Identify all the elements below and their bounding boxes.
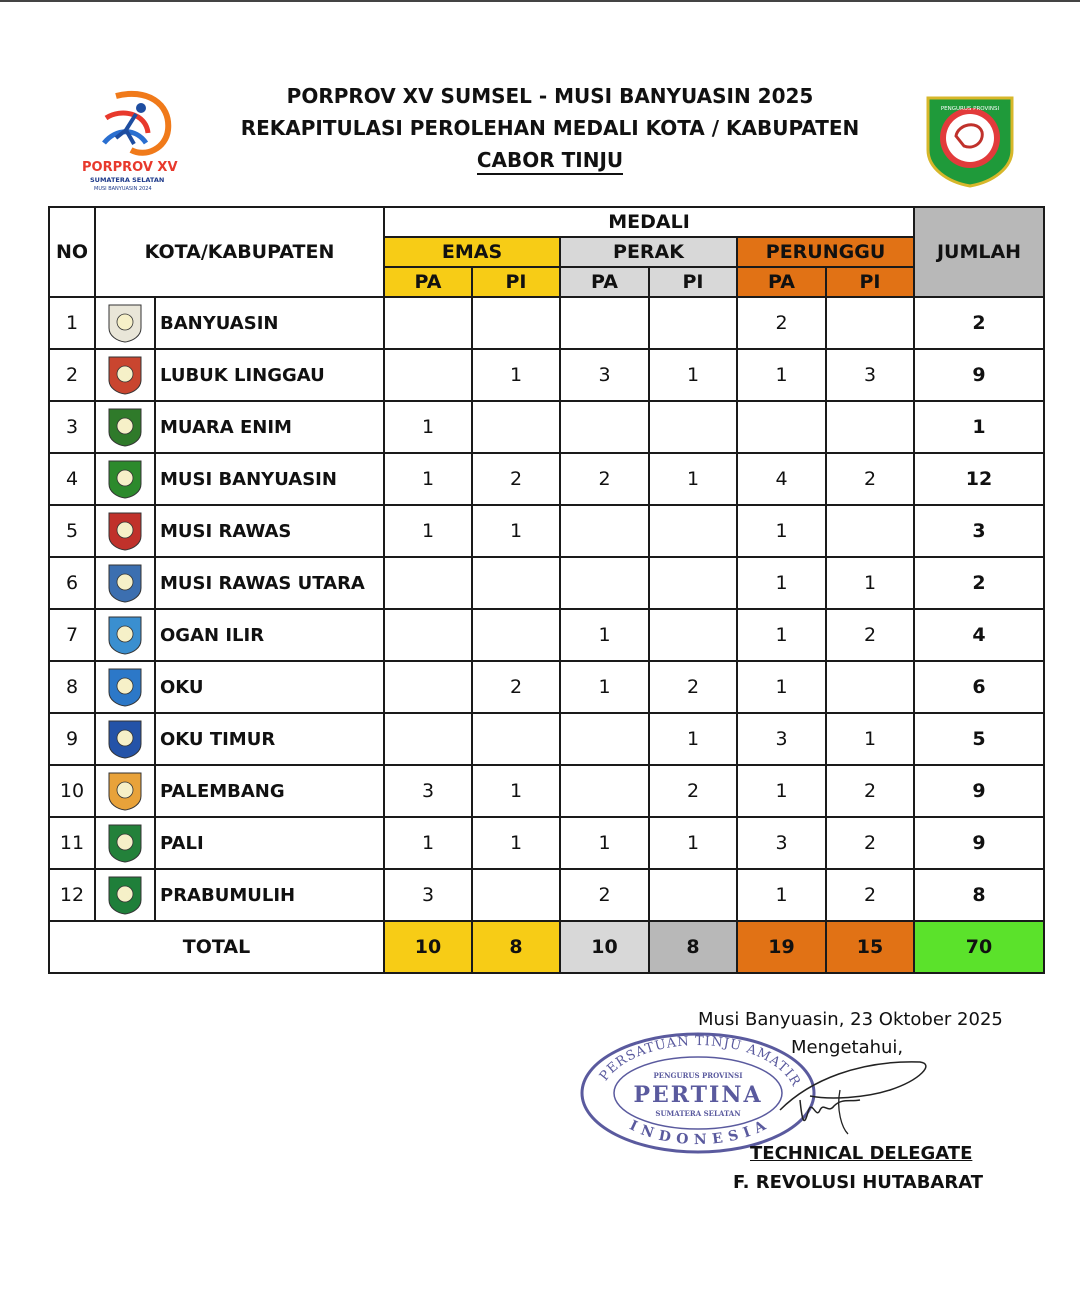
medal-cell: 2 bbox=[737, 297, 826, 349]
medal-cell bbox=[560, 401, 649, 453]
total-cell: 10 bbox=[384, 921, 472, 973]
medal-cell bbox=[472, 713, 560, 765]
medal-cell: 3 bbox=[826, 349, 914, 401]
medal-cell bbox=[560, 505, 649, 557]
logo-left-title: PORPROV XV bbox=[82, 160, 178, 175]
total-cell: 8 bbox=[649, 921, 737, 973]
medal-cell: 1 bbox=[560, 609, 649, 661]
row-number: 11 bbox=[49, 817, 95, 869]
medal-cell bbox=[649, 297, 737, 349]
medal-cell: 2 bbox=[649, 661, 737, 713]
table-row bbox=[49, 765, 1044, 817]
row-total: 5 bbox=[914, 713, 1044, 765]
header-jumlah: JUMLAH bbox=[914, 207, 1044, 297]
signer-name: F. REVOLUSI HUTABARAT bbox=[733, 1172, 984, 1193]
medal-cell: 1 bbox=[560, 817, 649, 869]
row-total: 4 bbox=[914, 609, 1044, 661]
row-number: 6 bbox=[49, 557, 95, 609]
medal-cell: 1 bbox=[826, 713, 914, 765]
region-emblem-cell bbox=[95, 401, 155, 453]
row-total: 9 bbox=[914, 349, 1044, 401]
total-cell: 15 bbox=[826, 921, 914, 973]
medal-cell: 1 bbox=[826, 557, 914, 609]
row-number: 9 bbox=[49, 713, 95, 765]
header-perunggu: PERUNGGU bbox=[737, 237, 914, 267]
region-emblem-cell bbox=[95, 869, 155, 921]
total-cell: 8 bbox=[472, 921, 560, 973]
region-emblem-cell bbox=[95, 557, 155, 609]
region-name: MUARA ENIM bbox=[155, 401, 384, 453]
total-cell: 19 bbox=[737, 921, 826, 973]
region-emblem-icon bbox=[105, 874, 145, 916]
medal-cell: 1 bbox=[649, 453, 737, 505]
pertina-emblem-icon bbox=[918, 90, 1022, 188]
table-row bbox=[49, 557, 1044, 609]
acknowledged-text: Mengetahui, bbox=[791, 1037, 904, 1058]
header-title: PORPROV XV SUMSEL - MUSI BANYUASIN 2025 bbox=[286, 84, 814, 108]
porprov-logo bbox=[76, 88, 196, 196]
medal-cell: 1 bbox=[384, 453, 472, 505]
medal-cell: 1 bbox=[384, 505, 472, 557]
region-name: MUSI RAWAS UTARA bbox=[155, 557, 384, 609]
row-total: 9 bbox=[914, 765, 1044, 817]
row-total: 1 bbox=[914, 401, 1044, 453]
region-emblem-cell bbox=[95, 765, 155, 817]
header-emas: EMAS bbox=[384, 237, 560, 267]
medal-cell bbox=[384, 557, 472, 609]
medal-cell: 1 bbox=[737, 505, 826, 557]
signature-scribble bbox=[770, 1050, 940, 1140]
row-number: 5 bbox=[49, 505, 95, 557]
stamp-arc-bottom: INDONESIA bbox=[626, 1115, 774, 1149]
medal-cell: 1 bbox=[737, 557, 826, 609]
medal-cell: 1 bbox=[737, 609, 826, 661]
region-name: MUSI BANYUASIN bbox=[155, 453, 384, 505]
medal-cell: 2 bbox=[649, 765, 737, 817]
total-cell: 10 bbox=[560, 921, 649, 973]
medal-cell: 1 bbox=[472, 349, 560, 401]
region-emblem-icon bbox=[105, 562, 145, 604]
medal-cell: 1 bbox=[737, 869, 826, 921]
medal-cell bbox=[472, 609, 560, 661]
medal-cell bbox=[384, 713, 472, 765]
header-region: KOTA/KABUPATEN bbox=[95, 207, 384, 297]
table-row bbox=[49, 505, 1044, 557]
row-total: 8 bbox=[914, 869, 1044, 921]
medal-cell bbox=[472, 401, 560, 453]
table-row bbox=[49, 869, 1044, 921]
stamp-arc-top: PERSATUAN TINJU AMATIR bbox=[596, 1033, 804, 1090]
medal-cell: 3 bbox=[737, 817, 826, 869]
row-number: 8 bbox=[49, 661, 95, 713]
table-row bbox=[49, 713, 1044, 765]
sub-header-cell: PI bbox=[649, 267, 737, 297]
region-emblem-icon bbox=[105, 666, 145, 708]
header-no: NO bbox=[49, 207, 95, 297]
medal-cell: 1 bbox=[384, 817, 472, 869]
medal-cell: 1 bbox=[737, 349, 826, 401]
row-number: 10 bbox=[49, 765, 95, 817]
region-name: LUBUK LINGGAU bbox=[155, 349, 384, 401]
row-total: 12 bbox=[914, 453, 1044, 505]
sub-header-cell: PA bbox=[384, 267, 472, 297]
medal-cell bbox=[649, 401, 737, 453]
signer-role: TECHNICAL DELEGATE bbox=[750, 1143, 973, 1164]
medal-cell bbox=[826, 505, 914, 557]
region-emblem-icon bbox=[105, 614, 145, 656]
stamp-small-bottom: SUMATERA SELATAN bbox=[655, 1109, 741, 1118]
medal-cell bbox=[560, 765, 649, 817]
row-total: 3 bbox=[914, 505, 1044, 557]
table-row bbox=[49, 401, 1044, 453]
medal-cell: 2 bbox=[472, 453, 560, 505]
row-number: 2 bbox=[49, 349, 95, 401]
sub-header-cell: PI bbox=[826, 267, 914, 297]
table-row bbox=[49, 453, 1044, 505]
medal-cell bbox=[560, 297, 649, 349]
medal-cell bbox=[384, 609, 472, 661]
place-date: Musi Banyuasin, 23 Oktober 2025 bbox=[698, 1009, 1003, 1030]
medal-cell: 3 bbox=[737, 713, 826, 765]
medal-cell: 2 bbox=[826, 765, 914, 817]
header-medali: MEDALI bbox=[384, 207, 914, 237]
sub-header-cell: PI bbox=[472, 267, 560, 297]
row-number: 7 bbox=[49, 609, 95, 661]
medal-cell: 2 bbox=[560, 869, 649, 921]
total-row bbox=[49, 921, 1044, 973]
medal-cell: 1 bbox=[649, 713, 737, 765]
region-name: BANYUASIN bbox=[155, 297, 384, 349]
medal-cell: 1 bbox=[472, 505, 560, 557]
sub-header-cell: PA bbox=[560, 267, 649, 297]
medal-cell bbox=[560, 557, 649, 609]
region-emblem-icon bbox=[105, 302, 145, 344]
region-emblem-cell bbox=[95, 453, 155, 505]
medal-cell bbox=[737, 401, 826, 453]
row-total: 9 bbox=[914, 817, 1044, 869]
total-label: TOTAL bbox=[49, 921, 384, 973]
region-emblem-cell bbox=[95, 661, 155, 713]
region-emblem-cell bbox=[95, 297, 155, 349]
medal-cell: 2 bbox=[826, 817, 914, 869]
medal-cell bbox=[472, 297, 560, 349]
medal-cell bbox=[649, 609, 737, 661]
medal-cell bbox=[826, 401, 914, 453]
table-row bbox=[49, 817, 1044, 869]
medal-cell bbox=[384, 661, 472, 713]
medal-cell: 3 bbox=[384, 869, 472, 921]
medal-cell bbox=[826, 661, 914, 713]
region-emblem-cell bbox=[95, 817, 155, 869]
row-number: 1 bbox=[49, 297, 95, 349]
medal-cell: 1 bbox=[472, 765, 560, 817]
medal-table bbox=[48, 206, 1045, 974]
region-name: PALEMBANG bbox=[155, 765, 384, 817]
row-number: 12 bbox=[49, 869, 95, 921]
region-emblem-icon bbox=[105, 354, 145, 396]
stamp-center: PERTINA bbox=[633, 1082, 763, 1108]
header-subtitle: REKAPITULASI PEROLEHAN MEDALI KOTA / KABUPATEN bbox=[240, 116, 860, 140]
row-total: 2 bbox=[914, 557, 1044, 609]
region-emblem-icon bbox=[105, 458, 145, 500]
region-emblem-icon bbox=[105, 770, 145, 812]
region-name: OGAN ILIR bbox=[155, 609, 384, 661]
medal-cell: 2 bbox=[826, 869, 914, 921]
region-name: OKU bbox=[155, 661, 384, 713]
region-name: MUSI RAWAS bbox=[155, 505, 384, 557]
row-total: 2 bbox=[914, 297, 1044, 349]
table-row bbox=[49, 661, 1044, 713]
row-number: 4 bbox=[49, 453, 95, 505]
medal-cell: 2 bbox=[826, 609, 914, 661]
medal-cell: 3 bbox=[560, 349, 649, 401]
region-emblem-cell bbox=[95, 609, 155, 661]
table-row bbox=[49, 297, 1044, 349]
region-emblem-icon bbox=[105, 510, 145, 552]
medal-cell bbox=[560, 713, 649, 765]
region-name: OKU TIMUR bbox=[155, 713, 384, 765]
medal-cell bbox=[649, 557, 737, 609]
medal-cell bbox=[472, 869, 560, 921]
logo-left-subtitle: SUMATERA SELATAN bbox=[90, 176, 165, 184]
row-total: 6 bbox=[914, 661, 1044, 713]
table-row bbox=[49, 609, 1044, 661]
top-border-line bbox=[0, 0, 1080, 2]
region-emblem-icon bbox=[105, 406, 145, 448]
region-emblem-cell bbox=[95, 349, 155, 401]
medal-cell: 1 bbox=[384, 401, 472, 453]
medal-cell: 3 bbox=[384, 765, 472, 817]
medal-cell bbox=[472, 557, 560, 609]
grand-total-cell: 70 bbox=[914, 921, 1044, 973]
region-name: PRABUMULIH bbox=[155, 869, 384, 921]
medal-cell bbox=[384, 297, 472, 349]
row-number: 3 bbox=[49, 401, 95, 453]
medal-cell: 1 bbox=[737, 661, 826, 713]
region-emblem-icon bbox=[105, 718, 145, 760]
medal-cell: 1 bbox=[649, 817, 737, 869]
header-perak: PERAK bbox=[560, 237, 737, 267]
sub-header-cell: PA bbox=[737, 267, 826, 297]
medal-cell: 1 bbox=[472, 817, 560, 869]
medal-cell: 2 bbox=[826, 453, 914, 505]
medal-cell: 4 bbox=[737, 453, 826, 505]
table-row bbox=[49, 349, 1044, 401]
region-emblem-icon bbox=[105, 822, 145, 864]
document-header bbox=[200, 80, 900, 176]
stamp-small-top: PENGURUS PROVINSI bbox=[653, 1071, 743, 1080]
medal-cell: 2 bbox=[560, 453, 649, 505]
medal-cell bbox=[384, 349, 472, 401]
medal-cell: 1 bbox=[560, 661, 649, 713]
medal-cell: 1 bbox=[737, 765, 826, 817]
region-emblem-cell bbox=[95, 713, 155, 765]
medal-cell bbox=[826, 297, 914, 349]
region-emblem-cell bbox=[95, 505, 155, 557]
header-sport: CABOR TINJU bbox=[477, 147, 623, 175]
region-name: PALI bbox=[155, 817, 384, 869]
logo-right-text: PENGURUS PROVINSI bbox=[940, 106, 1000, 112]
medal-cell bbox=[649, 505, 737, 557]
logo-left-year: MUSI BANYUASIN 2024 bbox=[94, 186, 152, 192]
medal-cell bbox=[649, 869, 737, 921]
medal-cell: 2 bbox=[472, 661, 560, 713]
medal-cell: 1 bbox=[649, 349, 737, 401]
